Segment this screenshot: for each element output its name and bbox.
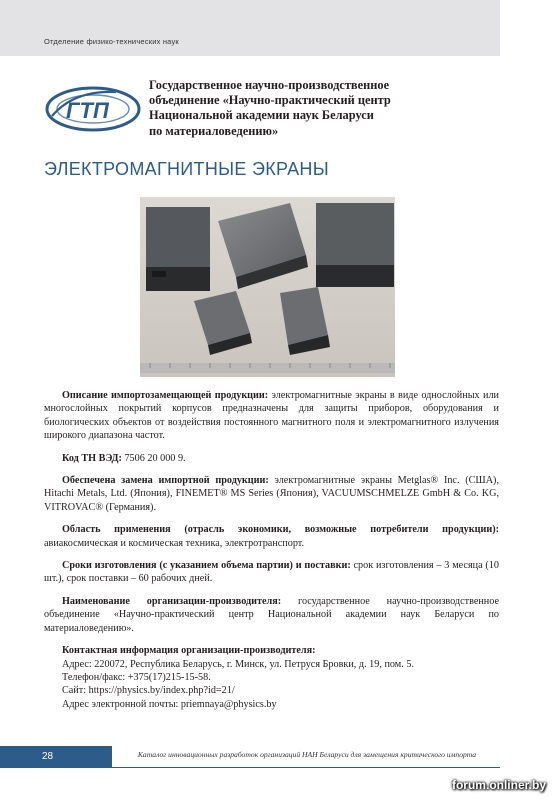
page-number: 28 (42, 751, 54, 762)
replacement-text: электромагнитные экраны Metglas® Inc. (США), Hitachi Metals, Ltd. (Япония), FINEMET® MS Series (Япония), VACUUMSCHMELZE GmbH & Co. KG, VITROVAC® (Германия). (44, 475, 499, 513)
section-label: Отделение физико-технических наук (44, 37, 179, 46)
code-paragraph (44, 452, 499, 465)
application-label: Область применения (отрасль экономики, возможные потребители продукции): (62, 524, 499, 536)
description-label: Описание импортозамещающей продукции: (62, 390, 269, 401)
organization-name-line: Государственное научно-производственное (149, 78, 390, 92)
contact-info (44, 644, 499, 711)
manufacturer-label: Наименование организации-производителя: (62, 595, 282, 607)
terms-label: Сроки изготовления (с указанием объема партии) и поставки: (62, 560, 351, 572)
terms-paragraph (44, 559, 499, 586)
organization-name-line: по материаловедению» (149, 123, 279, 138)
logo-text: ГТП (66, 98, 109, 123)
replacement-paragraph (44, 474, 499, 514)
contact-label: Контактная информация организации-производителя: (62, 645, 316, 657)
organization-name (149, 78, 449, 139)
manufacturer-text: государственное научно-производственное объединение «Научно-практический центр Национальной академии наук Беларуси по материаловедению». (44, 595, 499, 634)
description-text: электромагнитные экраны в виде однослойных или многослойных покрытий корпусов предназначены для защиты приборов, оборудования и биологических объектов от воздействия постоянного магнитного поля и электромагнитного излучения широкого диапазона частот. (44, 390, 499, 442)
code-value: 7506 20 000 9. (121, 452, 186, 464)
application-text: авиакосмическая и космическая техника, электротранспорт. (44, 537, 305, 549)
enclosure-boxes-image (140, 197, 395, 377)
page-number-box (0, 746, 112, 768)
code-label: Код ТН ВЭД: (62, 452, 122, 464)
catalog-title: Каталог инновационных разработок организаций НАН Беларуси для замещения критического импорта (137, 750, 477, 759)
manufacturer-paragraph (44, 595, 499, 635)
terms-text: срок изготовления – 3 месяца (10 шт.), срок поставки – 60 рабочих дней. (44, 560, 499, 585)
organization-logo (44, 78, 142, 140)
product-photo (140, 197, 395, 377)
contact-website: Сайт: https://physics.by/index.php?id=21/ (62, 685, 235, 697)
application-paragraph (44, 523, 499, 550)
organization-name-line: объединение «Научно-практический центр (149, 93, 391, 108)
organization-name-line: Национальной академии наук Беларуси (149, 108, 374, 123)
replacement-label: Обеспечена замена импортной продукции: (62, 475, 269, 487)
page-title: ЭЛЕКТРОМАГНИТНЫЕ ЭКРАНЫ (44, 159, 329, 179)
product-description (44, 389, 499, 711)
top-header-band (0, 0, 500, 56)
footer-divider (112, 767, 500, 768)
watermark: forum.onliner.by (451, 778, 546, 792)
contact-phone: Телефон/факс: +375(17)215-15-58. (62, 671, 211, 683)
description-paragraph (44, 389, 499, 443)
logo-emblem-icon (44, 78, 142, 140)
contact-email: Адрес электронной почты: priemnaya@physics.by (62, 698, 277, 710)
contact-address: Адрес: 220072, Республика Беларусь, г. Минск, ул. Петруся Бровки, д. 19, пом. 5. (62, 658, 414, 670)
